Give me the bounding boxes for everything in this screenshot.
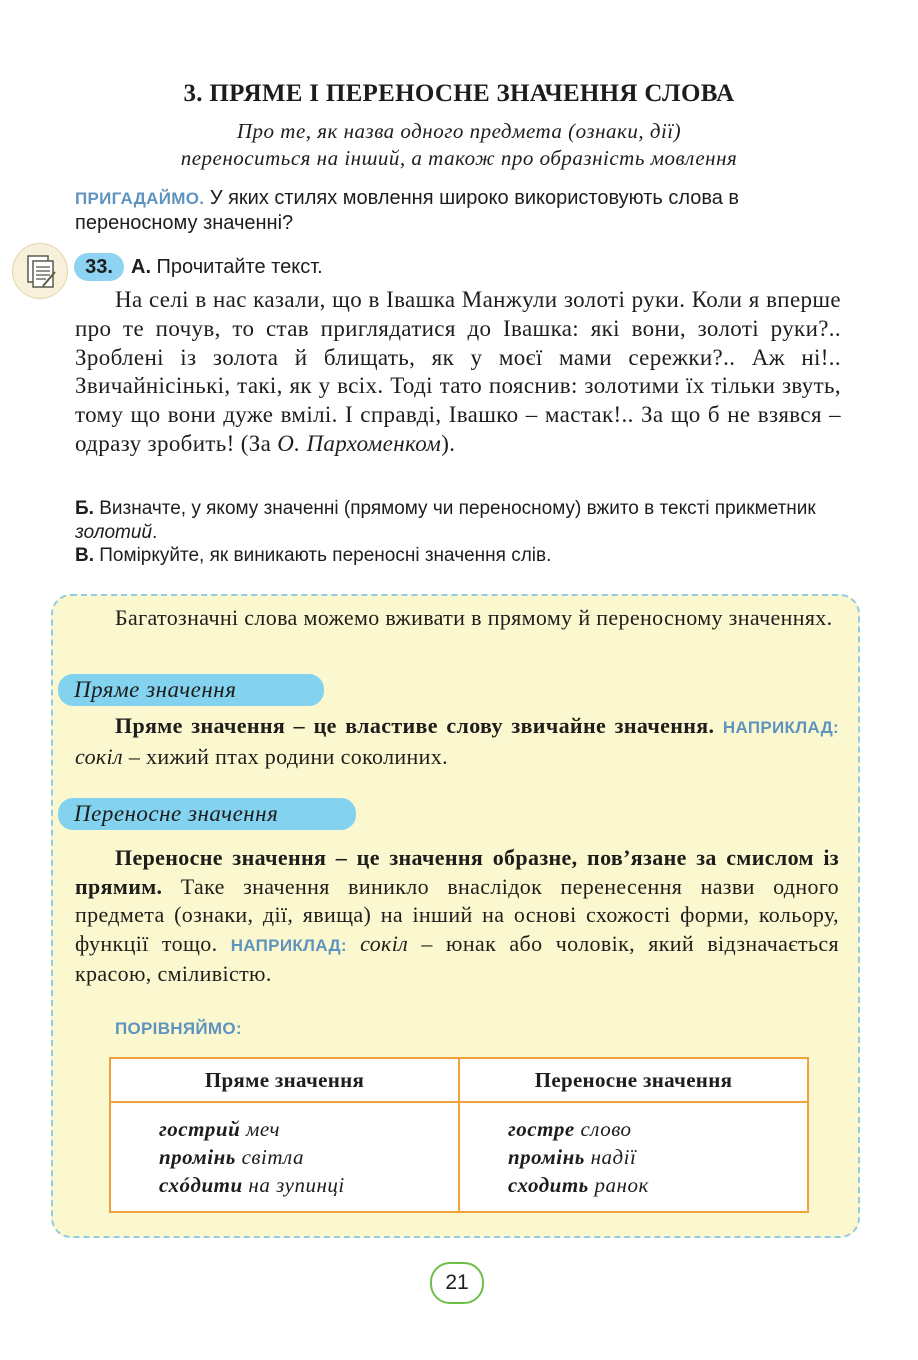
task-v-text: Поміркуйте, як виникають переносні значення слів. <box>94 545 552 566</box>
table-item-rest: меч <box>240 1117 280 1141</box>
task-v <box>75 544 843 568</box>
table-header-figurative: Переносне значення <box>459 1058 808 1102</box>
compare-keyword: ПОРІВНЯЙМО: <box>115 1019 242 1038</box>
table-cell-direct <box>110 1102 459 1212</box>
task-b-text: Визначте, у якому значенні (прямому чи переносному) вжито в тексті прикметник <box>93 498 816 519</box>
reading-text-body: На селі в нас казали, що в Івашка Манжули золоті руки. Коли я вперше про те почув, то став приглядатися до Івашка: які вони, золоті руки?.. Зроблені із золота й блищать, як у моєї мами сережки?.. Аж ні!.. Звичайнісінькі, такі, як у всіх. Тоді тато пояснив: золотими їх тільки звуть, тому що вони дуже вмілі. І справді, Івашко – мастак!.. За що б не взявся – одразу зробить! (За <box>75 287 841 456</box>
table-item-keyword: сходить <box>508 1173 589 1197</box>
theory-intro-text: Багатозначні слова можемо вживати в прямому й переносному значеннях. <box>115 605 833 630</box>
direct-meaning-heading: Пряме значення <box>58 674 324 706</box>
compare-section <box>115 1019 809 1213</box>
task-b-word: золотий <box>75 521 153 543</box>
section-title: 3. ПРЯМЕ І ПЕРЕНОСНЕ ЗНАЧЕННЯ СЛОВА <box>183 80 735 107</box>
table-item-rest: на зупинці <box>242 1173 345 1197</box>
direct-meaning-paragraph <box>75 712 839 771</box>
task-a-label: А. <box>131 256 151 278</box>
direct-example-keyword: НАПРИКЛАД: <box>722 718 839 737</box>
task-a <box>131 255 323 279</box>
recall-keyword: ПРИГАДАЙМО. <box>75 189 205 208</box>
reading-text <box>75 286 841 459</box>
theory-intro <box>75 604 839 633</box>
table-item-keyword: промінь <box>159 1145 236 1169</box>
table-item <box>159 1143 458 1171</box>
task-b-end: . <box>152 521 158 543</box>
recall-text: У яких стилях мовлення широко використовують слова в переносному значенні? <box>75 187 740 234</box>
figurative-text: Таке значення виникло внаслідок перенесення назви одного предмета (ознаки, дії, явища) на інший на основі схожості форми, кольору, функції тощо. <box>75 873 839 956</box>
figurative-meaning-paragraph <box>75 844 839 989</box>
figurative-example-word: сокіл <box>360 930 409 956</box>
section-subtitle <box>0 118 918 172</box>
direct-example-text: – хижий птах родини соколиних. <box>122 743 448 769</box>
task-v-label: В. <box>75 545 94 566</box>
exercise-number-badge: 33. <box>74 253 124 281</box>
figurative-definition: Переносне значення – це значення образне, пов’язане за смислом із прямим. <box>75 845 839 899</box>
reading-text-end: ). <box>441 430 456 456</box>
task-b-label: Б. <box>75 498 94 519</box>
tasks-b-v <box>75 497 843 568</box>
page-number: 21 <box>430 1262 484 1304</box>
figurative-example-keyword: НАПРИКЛАД: <box>230 935 347 955</box>
table-item-keyword: промінь <box>508 1145 585 1169</box>
comparison-table <box>109 1057 809 1213</box>
direct-definition: Пряме значення – це властиве слову звичайне значення. <box>115 713 715 738</box>
reading-text-author: О. Пархоменком <box>277 430 442 456</box>
table-item <box>508 1171 807 1199</box>
table-item <box>508 1115 807 1143</box>
figurative-meaning-heading: Переносне значення <box>58 798 356 830</box>
table-item-rest: світла <box>235 1145 304 1169</box>
document-notes-icon <box>12 243 68 299</box>
table-item <box>159 1171 458 1199</box>
figurative-example-text: – юнак або чоловік, який відзначається красою, сміливістю. <box>75 930 839 986</box>
subtitle-line-1: Про те, як назва одного предмета (ознаки, дії) <box>236 119 682 143</box>
table-item <box>508 1143 807 1171</box>
table-item-keyword: гостре <box>508 1117 575 1141</box>
table-item-keyword: гострий <box>159 1117 241 1141</box>
task-b <box>75 497 843 544</box>
table-item <box>159 1115 458 1143</box>
table-item-rest: надії <box>584 1145 637 1169</box>
table-cell-figurative <box>459 1102 808 1212</box>
table-item-rest: слово <box>574 1117 632 1141</box>
direct-example-word: сокіл <box>75 743 123 769</box>
table-item-rest: ранок <box>588 1173 649 1197</box>
table-item-keyword: схóдити <box>159 1173 243 1197</box>
subtitle-line-2: переноситься на інший, а також про образність мовлення <box>180 146 738 170</box>
task-a-text: Прочитайте текст. <box>151 256 323 278</box>
recall-question <box>75 186 843 236</box>
table-header-direct: Пряме значення <box>110 1058 459 1102</box>
